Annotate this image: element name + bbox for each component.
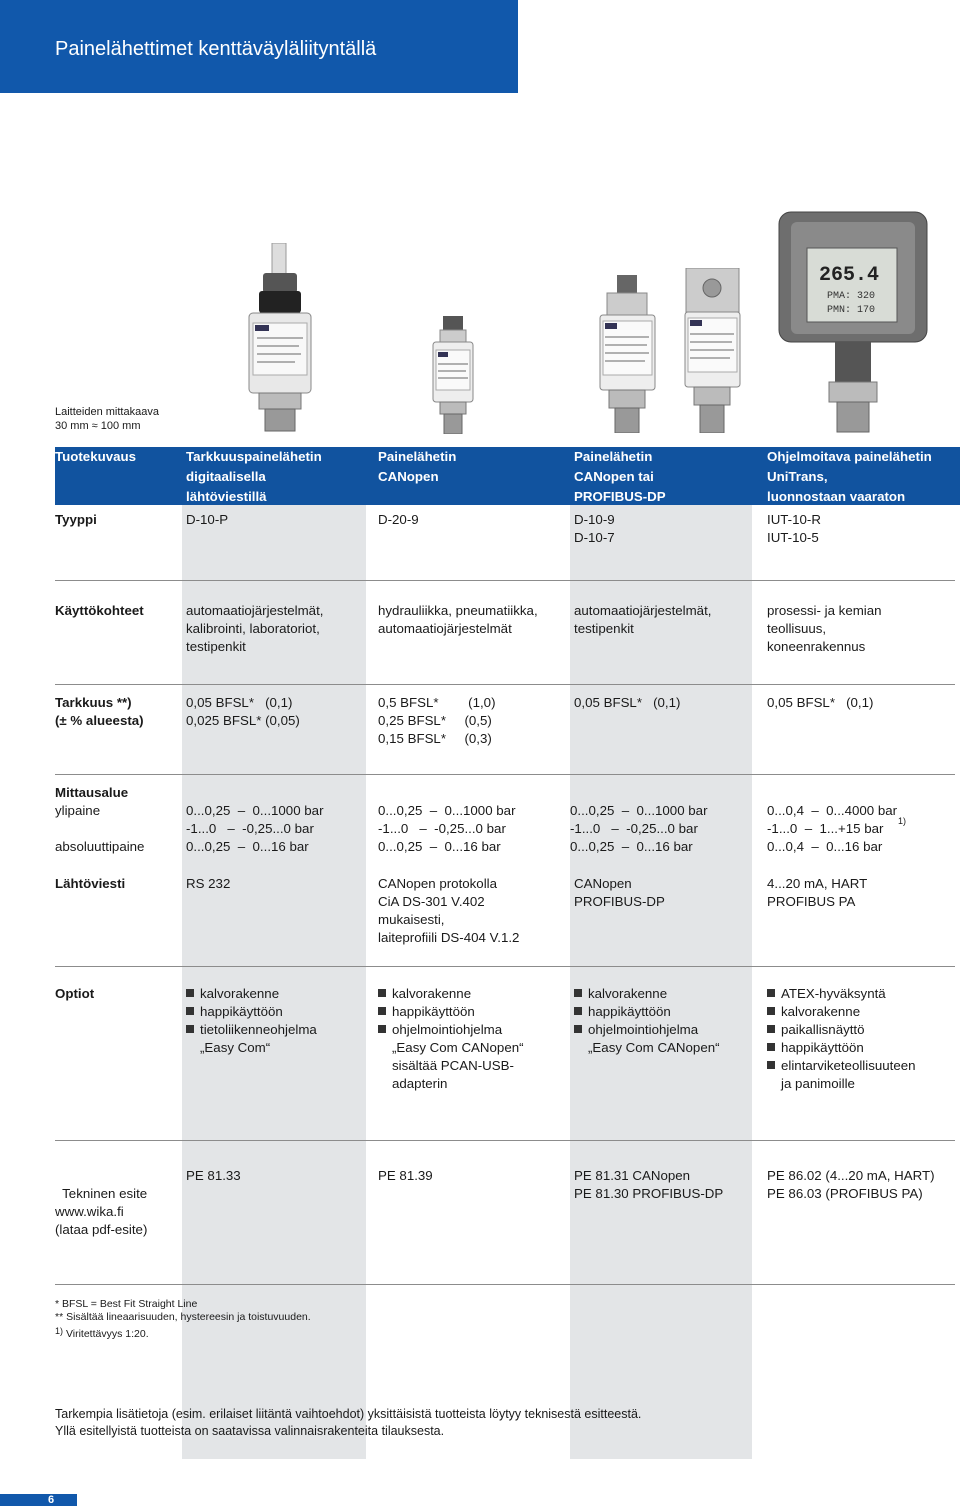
row-divider [55, 966, 955, 967]
option-item [186, 985, 317, 1003]
kaytto-col-2: hydrauliikka, pneumatiikka, automaatiojärjestelmät [378, 603, 538, 636]
footnote-turndown [55, 1325, 149, 1341]
esite-col-4: PE 86.02 (4...20 mA, HART) PE 86.03 (PROFIBUS PA) [767, 1168, 935, 1201]
bullet-square-icon [767, 1007, 775, 1015]
row-label-kayttokohteet: Käyttökohteet [55, 603, 144, 618]
lahto-col-1: RS 232 [186, 876, 231, 891]
option-item [378, 1003, 524, 1021]
row-divider [55, 774, 955, 775]
bullet-square-icon [574, 989, 582, 997]
lahto-col-3: CANopen PROFIBUS-DP [574, 876, 665, 909]
table-bottom-rule [55, 1284, 955, 1285]
option-text: kalvorakenne [588, 986, 668, 1001]
option-text: happikäyttöön [392, 1004, 475, 1019]
bullet-square-icon [186, 1007, 194, 1015]
bullet-square-icon [378, 989, 386, 997]
option-item [767, 1021, 916, 1039]
option-text: ATEX-hyväksyntä [781, 986, 886, 1001]
footnote-turndown-text: Viritettävyys 1:20. [65, 1328, 149, 1340]
product-image-d109 [595, 275, 660, 433]
option-item [767, 1039, 916, 1057]
header-col-2: Painelähetin CANopen [378, 449, 457, 484]
tyyppi-col-3: D-10-9 D-10-7 [574, 512, 615, 545]
optiot-col-3 [574, 985, 720, 1057]
row-label-tekninen-esite [55, 1167, 147, 1239]
tyyppi-col-2: D-20-9 [378, 512, 419, 527]
bullet-square-icon [574, 1007, 582, 1015]
row-divider [55, 1140, 955, 1141]
optiot-col-1 [186, 985, 317, 1057]
tarkkuus-col-2: 0,5 BFSL* (1,0) 0,25 BFSL* (0,5) 0,15 BFSL* (0,3) [378, 695, 496, 746]
esite-col-2: PE 81.39 [378, 1168, 433, 1183]
mittausalue-col-4: 0...0,4 – 0...4000 bar -1...0 – 1...+15 bar 0...0,4 – 0...16 bar [767, 803, 898, 854]
esite-col-1: PE 81.33 [186, 1168, 241, 1183]
bottom-note-1: Tarkempia lisätietoja (esim. erilaiset liitäntä vaihtoehdot) yksittäisistä tuotteista löytyy teknisestä esitteestä. [55, 1407, 642, 1421]
option-text: paikallisnäyttö [781, 1022, 865, 1037]
display-pmn: PMN: 170 [827, 305, 876, 316]
bullet-square-icon [767, 989, 775, 997]
row-label-tarkkuus: Tarkkuus **) (± % alueesta) [55, 695, 144, 728]
bottom-note-2: Yllä esitellyistä tuotteista on saatavissa valinnaisrakenteita tilauksesta. [55, 1424, 445, 1438]
option-text: kalvorakenne [392, 986, 472, 1001]
scale-note [55, 405, 159, 433]
footnote-accuracy: ** Sisältää lineaarisuuden, hystereesin ja toistuvuuden. [55, 1311, 311, 1323]
option-item [574, 985, 720, 1003]
mittausalue-col-2: 0...0,25 – 0...1000 bar -1...0 – -0,25...0 bar 0...0,25 – 0...16 bar [378, 803, 516, 854]
option-item [767, 985, 916, 1003]
option-text: kalvorakenne [781, 1004, 861, 1019]
option-text: elintarviketeollisuuteen ja panimoille [781, 1058, 916, 1091]
scale-note-line: Laitteiden mittakaava [55, 406, 159, 418]
tarkkuus-col-1: 0,05 BFSL* (0,1) 0,025 BFSL* (0,05) [186, 695, 300, 728]
option-item [767, 1003, 916, 1021]
mittausalue-ylipaine: ylipaine [55, 803, 101, 818]
kaytto-col-4: prosessi- ja kemian teollisuus, koneenrakennus [767, 603, 882, 654]
option-item [574, 1003, 720, 1021]
option-item [378, 1021, 524, 1093]
header-col-4: Ohjelmoitava painelähetin UniTrans, luonnostaan vaaraton [767, 449, 932, 504]
mittausalue-col-1: 0...0,25 – 0...1000 bar -1...0 – -0,25...0 bar 0...0,25 – 0...16 bar [186, 803, 324, 854]
bullet-square-icon [186, 989, 194, 997]
mittausalue-col-3: 0...0,25 – 0...1000 bar -1...0 – -0,25...0 bar 0...0,25 – 0...16 bar [570, 803, 708, 854]
bullet-square-icon [378, 1007, 386, 1015]
option-text: happikäyttöön [588, 1004, 671, 1019]
bullet-square-icon [574, 1025, 582, 1033]
bullet-square-icon [378, 1025, 386, 1033]
kaytto-col-3: automaatiojärjestelmät, testipenkit [574, 603, 712, 636]
bullet-square-icon [767, 1043, 775, 1051]
option-item [378, 985, 524, 1003]
display-pma: PMA: 320 [827, 291, 876, 302]
page-title: Painelähettimet kenttäväyläliityntällä [55, 38, 377, 60]
header-col-1: Tarkkuuspainelähetin digitaalisella lähtöviestillä [186, 449, 322, 504]
lahto-col-2: CANopen protokolla CiA DS-301 V.402 mukaisesti, laiteprofiili DS-404 V.1.2 [378, 876, 520, 945]
product-image-d209 [428, 316, 478, 434]
page-number-bar [0, 1494, 77, 1506]
title-banner [0, 0, 518, 93]
column-bg-1 [182, 447, 366, 1459]
header-label: Tuotekuvaus [55, 449, 137, 464]
header-col-3: Painelähetin CANopen tai PROFIBUS-DP [574, 449, 666, 504]
optiot-col-4 [767, 985, 916, 1093]
row-label-mittausalue: Mittausalue [55, 785, 129, 800]
bullet-square-icon [767, 1025, 775, 1033]
kaytto-col-1: automaatiojärjestelmät, kalibrointi, laboratoriot, testipenkit [186, 603, 324, 654]
option-text: happikäyttöön [200, 1004, 283, 1019]
product-image-unitrans [777, 210, 929, 435]
option-text: tietoliikenneohjelma „Easy Com“ [200, 1022, 317, 1055]
esite-label: Tekninen esite www.wika.fi (lataa pdf-esite) [55, 1186, 148, 1237]
option-text: ohjelmointiohjelma „Easy Com CANopen“ sisältää PCAN-USB- adapterin [392, 1022, 524, 1091]
footnote-bfsl: * BFSL = Best Fit Straight Line [55, 1298, 198, 1310]
option-item [574, 1021, 720, 1057]
bullet-square-icon [767, 1061, 775, 1069]
option-item [767, 1057, 916, 1093]
option-item [186, 1003, 317, 1021]
product-image-d10p [235, 243, 325, 433]
display-value: 265.4 [819, 264, 880, 287]
option-text: ohjelmointiohjelma „Easy Com CANopen“ [588, 1022, 720, 1055]
esite-col-3: PE 81.31 CANopen PE 81.30 PROFIBUS-DP [574, 1168, 724, 1201]
mittausalue-absoluuttipaine: absoluuttipaine [55, 839, 145, 854]
optiot-col-2 [378, 985, 524, 1093]
bullet-square-icon [186, 1025, 194, 1033]
row-label-lahtoviesti: Lähtöviesti [55, 876, 126, 891]
scale-note-line: 30 mm ≈ 100 mm [55, 420, 141, 432]
row-label-tyyppi: Tyyppi [55, 512, 97, 527]
row-divider [55, 684, 955, 685]
option-item [186, 1021, 317, 1057]
page-number: 6 [48, 1494, 55, 1506]
mittausalue-superscript: 1) [898, 816, 907, 826]
tyyppi-col-1: D-10-P [186, 512, 229, 527]
tyyppi-col-4: IUT-10-R IUT-10-5 [767, 512, 821, 545]
column-bg-3 [570, 447, 752, 1459]
product-image-d107 [680, 268, 745, 433]
option-text: happikäyttöön [781, 1040, 864, 1055]
lahto-col-4: 4...20 mA, HART PROFIBUS PA [767, 876, 868, 909]
option-text: kalvorakenne [200, 986, 280, 1001]
footnote-mark: 1) [55, 1326, 64, 1336]
table-header [55, 447, 960, 505]
tarkkuus-col-3: 0,05 BFSL* (0,1) [574, 695, 681, 710]
tarkkuus-col-4: 0,05 BFSL* (0,1) [767, 695, 874, 710]
row-divider [55, 580, 955, 581]
row-label-optiot: Optiot [55, 986, 95, 1001]
